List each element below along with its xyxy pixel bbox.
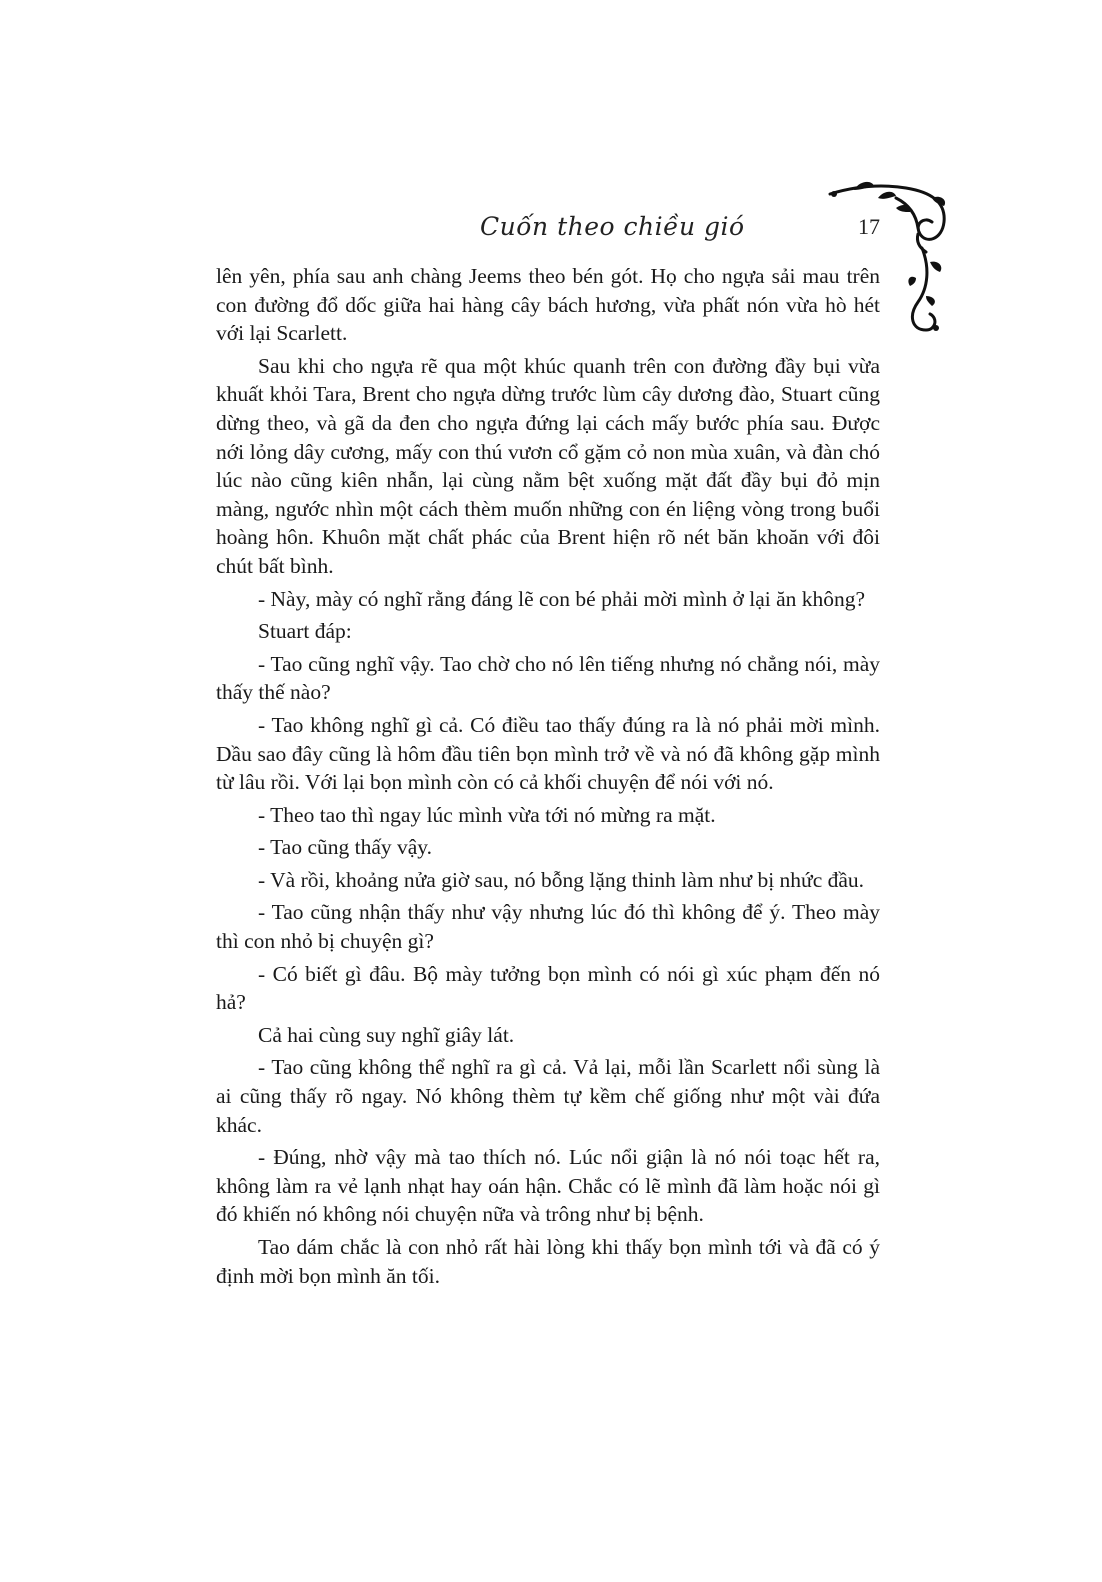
- paragraph: - Theo tao thì ngay lúc mình vừa tới nó mừng ra mặt.: [258, 802, 716, 827]
- paragraph: Tao dám chắc là con nhỏ rất hài lòng khi thấy bọn mình tới và đã có ý định mời bọn mình ăn tối.: [216, 1235, 880, 1288]
- paragraph: Sau khi cho ngựa rẽ qua một khúc quanh trên con đường đầy bụi vừa khuất khỏi Tara, Brent cho ngựa dừng trước lùm cây dương đào, Stuart cũng dừng theo, và gã da đen cho ngựa đứng lại cách mấy bước phía sau. Được nới lỏng dây cương, mấy con thú vươn cổ gặm cỏ non mùa xuân, và đàn chó lúc nào cũng kiên nhẫn, lại cùng nằm bệt xuống mặt đất đầy bụi đỏ mịn màng, ngước nhìn một cách thèm muốn những con én liệng vòng trong buổi hoàng hôn. Khuôn mặt chất phác của Brent hiện rõ nét băn khoăn với đôi chút bất bình.: [216, 353, 880, 578]
- paragraph: - Này, mày có nghĩ rằng đáng lẽ con bé phải mời mình ở lại ăn không?: [258, 586, 866, 611]
- paragraph: - Có biết gì đâu. Bộ mày tưởng bọn mình có nói gì xúc phạm đến nó hả?: [216, 961, 880, 1015]
- paragraph: - Và rồi, khoảng nửa giờ sau, nó bỗng lặng thinh làm như bị nhức đầu.: [258, 867, 865, 892]
- paragraph: - Tao không nghĩ gì cả. Có điều tao thấy đúng ra là nó phải mời mình. Dầu sao đây cũng là hôm đầu tiên bọn mình trở về và nó đã không gặp mình từ lâu rồi. Với lại bọn mình còn có cả khối chuyện để nói với nó.: [216, 712, 880, 795]
- paragraph: lên yên, phía sau anh chàng Jeems theo bén gót. Họ cho ngựa sải mau trên con đường đổ dốc giữa hai hàng cây bách hương, vừa phất nón vừa hò hét với lại Scarlett.: [216, 264, 880, 346]
- body-text: [216, 262, 880, 1294]
- paragraph: - Đúng, nhờ vậy mà tao thích nó. Lúc nổi giận là nó nói toạc hết ra, không làm ra vẻ lạnh nhạt hay oán hận. Chắc có lẽ mình đã làm hoặc nói gì đó khiến nó không nói chuyện nữa và trông như bị bệnh.: [216, 1145, 880, 1227]
- page-header: [480, 208, 880, 248]
- running-title: Cuốn theo chiều gió: [480, 212, 745, 241]
- page-number: 17: [858, 214, 880, 239]
- paragraph: - Tao cũng không thể nghĩ ra gì cả. Vả lại, mỗi lần Scarlett nổi sùng là ai cũng thấy rõ ngay. Nó không thèm tự kềm chế giống như một vài đứa khác.: [216, 1055, 880, 1137]
- paragraph: - Tao cũng thấy vậy.: [258, 835, 433, 860]
- paragraph: Stuart đáp:: [258, 619, 352, 644]
- paragraph: - Tao cũng nhận thấy như vậy nhưng lúc đó thì không để ý. Theo mày thì con nhỏ bị chuyện gì?: [216, 900, 880, 954]
- paragraph: - Tao cũng nghĩ vậy. Tao chờ cho nó lên tiếng nhưng nó chẳng nói, mày thấy thế nào?: [216, 651, 880, 705]
- paragraph: Cả hai cùng suy nghĩ giây lát.: [258, 1022, 515, 1047]
